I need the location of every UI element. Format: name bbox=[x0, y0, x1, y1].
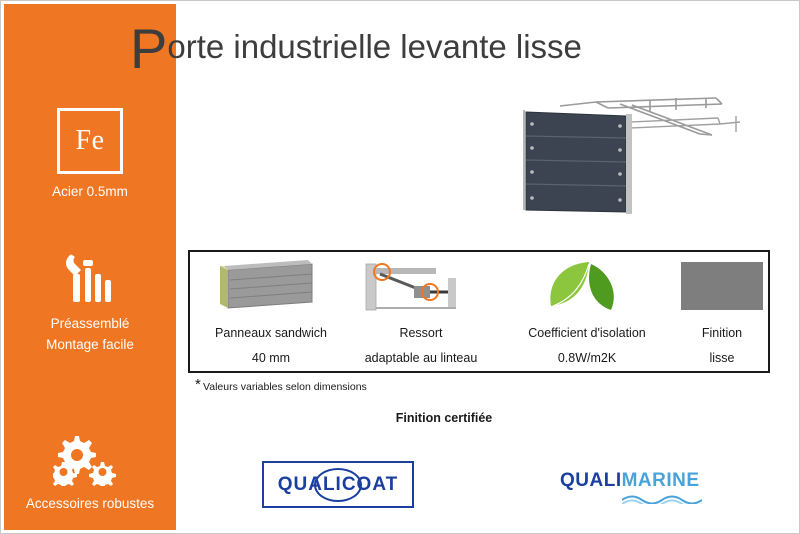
wrench-tools-icon bbox=[59, 254, 121, 306]
sidebar-item-material bbox=[4, 108, 176, 201]
industrial-sectional-door-image bbox=[500, 88, 770, 228]
feature-column-panels bbox=[196, 252, 346, 375]
qualicoat-logo-text: QUALICOAT bbox=[277, 473, 399, 495]
feature-box bbox=[188, 250, 770, 373]
feature-title-panels: Panneaux sandwich bbox=[215, 326, 327, 340]
qualimarine-logo-text-secondary: MARINE bbox=[621, 470, 700, 491]
finish-swatch-thumbnail bbox=[677, 258, 767, 320]
certification-label: Finition certifiée bbox=[395, 411, 493, 425]
sidebar bbox=[4, 4, 176, 530]
qualicoat-logo bbox=[262, 461, 414, 508]
footnote bbox=[195, 376, 367, 393]
feature-column-spring bbox=[345, 252, 497, 375]
sidebar-item-material-label: Acier 0.5mm bbox=[52, 184, 128, 199]
fe-material-icon bbox=[57, 108, 123, 174]
fe-badge-text: Fe bbox=[75, 125, 105, 156]
feature-title-finish: Finition bbox=[701, 326, 743, 340]
page-title-dropcap: P bbox=[130, 17, 168, 80]
certification-label-wrap bbox=[0, 411, 800, 425]
hero-product-image bbox=[500, 88, 770, 228]
sidebar-item-assembly-label-2: Montage facile bbox=[46, 337, 134, 352]
feature-value-finish: lisse bbox=[709, 351, 735, 365]
qualimarine-logo bbox=[560, 470, 710, 506]
sandwich-panel-thumbnail bbox=[196, 258, 346, 320]
green-leaf-icon bbox=[497, 258, 677, 320]
sidebar-item-accessories bbox=[4, 434, 176, 513]
feature-title-spring: Ressort bbox=[399, 326, 443, 340]
sidebar-item-assembly-label-1: Préassemblé bbox=[50, 316, 130, 331]
sidebar-item-assembly bbox=[4, 254, 176, 354]
feature-title-insulation: Coefficient d'isolation bbox=[528, 326, 646, 340]
qualimarine-logo-text-primary: QUALI bbox=[560, 470, 622, 491]
feature-column-finish bbox=[677, 252, 767, 375]
page-title-text: orte industrielle levante lisse bbox=[167, 28, 582, 65]
qualimarine-wave-icon bbox=[622, 492, 702, 504]
feature-value-spring: adaptable au linteau bbox=[364, 351, 478, 365]
feature-value-insulation: 0.8W/m2K bbox=[557, 351, 617, 365]
spring-mechanism-thumbnail bbox=[345, 258, 497, 320]
feature-column-insulation bbox=[497, 252, 677, 375]
sidebar-item-accessories-label: Accessoires robustes bbox=[25, 496, 155, 511]
gears-icon bbox=[53, 434, 127, 486]
page-title bbox=[130, 17, 582, 80]
footnote-text: Valeurs variables selon dimensions bbox=[203, 381, 367, 393]
feature-value-panels: 40 mm bbox=[251, 351, 291, 365]
footnote-asterisk: * bbox=[195, 376, 201, 393]
